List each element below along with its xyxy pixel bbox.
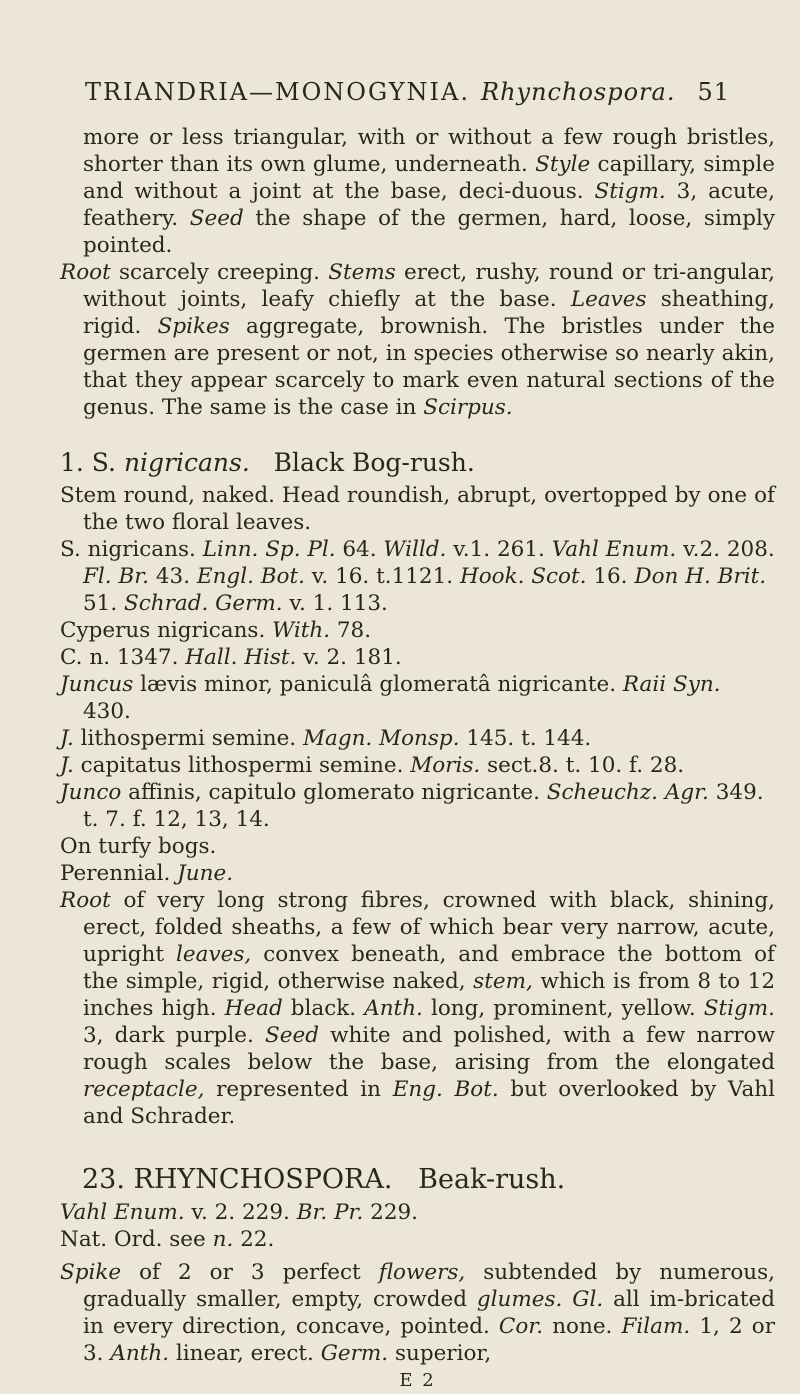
text-run: 3, acute, feathery.: [83, 179, 775, 231]
text-run: Hall. Hist.: [185, 645, 297, 670]
text-run: Seed: [189, 206, 244, 231]
text-run: n.: [212, 1227, 234, 1252]
text-run: 229.: [363, 1200, 419, 1225]
text-run: glumes.: [476, 1287, 563, 1312]
duration: [60, 860, 775, 887]
genus-heading: [60, 1166, 775, 1193]
text-run: all im-bricated in every direction, concave, pointed.: [83, 1287, 775, 1339]
text-run: Nat. Ord. see: [60, 1227, 213, 1252]
text-run: Engl. Bot.: [196, 564, 305, 589]
text-run: flowers,: [378, 1260, 466, 1285]
text-run: Scirpus.: [423, 395, 513, 420]
text-run: lithospermi semine.: [73, 726, 303, 751]
text-run: 78.: [330, 618, 372, 643]
genus-reference: [60, 1226, 775, 1253]
intro-paragraph-2: [60, 259, 775, 421]
text-run: long, prominent, yellow.: [422, 996, 704, 1021]
text-run: Filam.: [621, 1314, 691, 1339]
text-run: Gl.: [572, 1287, 604, 1312]
habitat: On turfy bogs.: [60, 834, 217, 859]
synonym-entry: [60, 617, 775, 644]
text-run: 51.: [83, 591, 125, 616]
species-common-name: Black Bog-rush.: [273, 448, 475, 477]
text-run: Anth.: [110, 1341, 170, 1366]
signature-mark: E 2: [399, 1370, 436, 1391]
text-run: Germ.: [320, 1341, 389, 1366]
text-run: but overlooked by Vahl and Schrader.: [83, 1077, 775, 1129]
text-run: Root: [60, 260, 111, 285]
text-run: none.: [543, 1314, 622, 1339]
text-run: Moris.: [410, 753, 481, 778]
genus-common-name: Beak-rush.: [418, 1164, 566, 1195]
text-run: of very long strong fibres, crowned with black, shining, erect, folded sheaths, a few of which bear very narrow, acute, upright: [83, 888, 775, 967]
text-run: sect.8. t. 10. f. 28.: [480, 753, 685, 778]
text-run: the shape of the germen, hard, loose, simply pointed.: [83, 206, 776, 258]
text-run: Cyperus nigricans.: [60, 618, 273, 643]
text-run: v. 2. 229.: [184, 1200, 297, 1225]
text-run: Seed: [265, 1023, 319, 1048]
text-run: 349. t. 7. f. 12, 13, 14.: [83, 780, 764, 832]
text-run: aggregate, brownish. The bristles under the germen are present or not, in species otherwise so nearly akin, that they appear scarcely to mark even natural sections of the genus. The same is the case in: [83, 314, 775, 420]
text-run: Cor.: [498, 1314, 544, 1339]
text-run: June.: [177, 861, 234, 886]
text-run: affinis, capitulo glomerato nigricante.: [121, 780, 547, 805]
text-run: [562, 1287, 572, 1312]
text-run: which is from 8 to 12 inches high.: [83, 969, 776, 1021]
genus-reference: [60, 1199, 775, 1226]
text-run: Head: [224, 996, 283, 1021]
text-run: Root: [60, 888, 111, 913]
text-run: v.1. 261.: [446, 537, 552, 562]
text-run: more or less triangular, with or without a few rough bristles, shorter than its own glume, underneath.: [83, 125, 775, 177]
text-run: linear, erect.: [169, 1341, 321, 1366]
text-run: capitatus lithospermi semine.: [73, 753, 411, 778]
text-run: Raii Syn.: [622, 672, 721, 697]
synonym-entry: [60, 671, 775, 725]
genus-number: 23.: [82, 1164, 125, 1195]
text-run: 22.: [233, 1227, 275, 1252]
text-run: leaves,: [176, 942, 252, 967]
species-latin-name: nigricans.: [123, 448, 250, 477]
text-run: Stigm.: [703, 996, 775, 1021]
text-run: 3, dark purple.: [83, 1023, 266, 1048]
text-run: v.2. 208.: [676, 537, 775, 562]
text-run: Fl. Br.: [83, 564, 150, 589]
synonym-entry: [60, 779, 775, 833]
text-run: Schrad. Germ.: [124, 591, 283, 616]
text-run: white and polished, with a few narrow rough scales below the base, arising from the elongated: [83, 1023, 775, 1075]
synonym-entry: [60, 536, 775, 617]
text-run: sheathing, rigid.: [83, 287, 775, 339]
text-run: subtended by numerous, gradually smaller, empty, crowded: [83, 1260, 775, 1312]
text-run: capillary, simple and without a joint at the base, deci-duous.: [83, 152, 775, 204]
text-run: Spikes: [157, 314, 230, 339]
synonym-entry: [60, 644, 775, 671]
text-run: 1, 2 or 3.: [83, 1314, 775, 1366]
text-run: stem,: [473, 969, 533, 994]
text-run: receptacle,: [83, 1077, 205, 1102]
text-run: J.: [60, 753, 74, 778]
page-number: 51: [697, 78, 730, 106]
text-run: Hook. Scot.: [459, 564, 587, 589]
text-run: 64.: [335, 537, 384, 562]
text-run: convex beneath, and embrace the bottom of the simple, rigid, otherwise naked,: [83, 942, 775, 994]
species-diagnosis: Stem round, naked. Head roundish, abrupt, overtopped by one of the two floral leaves.: [60, 483, 775, 535]
text-run: Anth.: [364, 996, 423, 1021]
text-run: Stigm.: [594, 179, 666, 204]
text-run: J.: [60, 726, 74, 751]
text-run: Scheuchz. Agr.: [546, 780, 709, 805]
text-run: 43.: [149, 564, 197, 589]
text-run: Stems: [328, 260, 396, 285]
text-run: of 2 or 3 perfect: [121, 1260, 379, 1285]
text-run: v. 16. t.1121.: [304, 564, 460, 589]
text-run: C. n. 1347.: [60, 645, 186, 670]
intro-paragraph-1: [60, 124, 775, 259]
text-run: superior,: [388, 1341, 492, 1366]
genus-references: [60, 1199, 775, 1253]
text-run: black.: [282, 996, 365, 1021]
genus-name: RHYNCHOSPORA.: [133, 1164, 393, 1195]
text-run: Juncus: [60, 672, 134, 697]
text-run: Leaves: [570, 287, 647, 312]
species-description: [60, 887, 775, 1130]
running-header: [85, 78, 730, 106]
section-title: TRIANDRIA—MONOGYNIA.: [85, 78, 470, 106]
text-run: Willd.: [383, 537, 447, 562]
synonym-list: [60, 536, 775, 833]
synonym-entry: [60, 752, 775, 779]
text-run: Style: [535, 152, 591, 177]
text-run: 16.: [586, 564, 635, 589]
genus-title: Rhynchospora.: [481, 78, 676, 106]
text-run: Don H. Brit.: [634, 564, 767, 589]
text-run: 430.: [83, 699, 131, 724]
text-run: Magn. Monsp.: [302, 726, 460, 751]
text-run: Linn. Sp. Pl.: [202, 537, 336, 562]
text-run: 145. t. 144.: [459, 726, 592, 751]
genus-description: [60, 1259, 775, 1367]
text-run: Perennial.: [60, 861, 178, 886]
text-run: Br. Pr.: [296, 1200, 364, 1225]
species-number: 1. S.: [60, 448, 116, 477]
text-run: Spike: [60, 1260, 122, 1285]
page-body: [60, 124, 775, 1394]
text-run: Vahl Enum.: [60, 1200, 185, 1225]
text-run: With.: [272, 618, 331, 643]
text-run: v. 2. 181.: [296, 645, 402, 670]
text-run: erect, rushy, round or tri-angular, without joints, leafy chiefly at the base.: [83, 260, 776, 312]
text-run: represented in: [204, 1077, 393, 1102]
species-heading: [60, 449, 775, 476]
synonym-entry: [60, 725, 775, 752]
text-run: Junco: [60, 780, 122, 805]
text-run: scarcely creeping.: [110, 260, 329, 285]
text-run: S. nigricans.: [60, 537, 203, 562]
text-run: Vahl Enum.: [551, 537, 677, 562]
text-run: Eng. Bot.: [392, 1077, 499, 1102]
text-run: lævis minor, paniculâ glomeratâ nigricante.: [133, 672, 623, 697]
text-run: v. 1. 113.: [282, 591, 388, 616]
